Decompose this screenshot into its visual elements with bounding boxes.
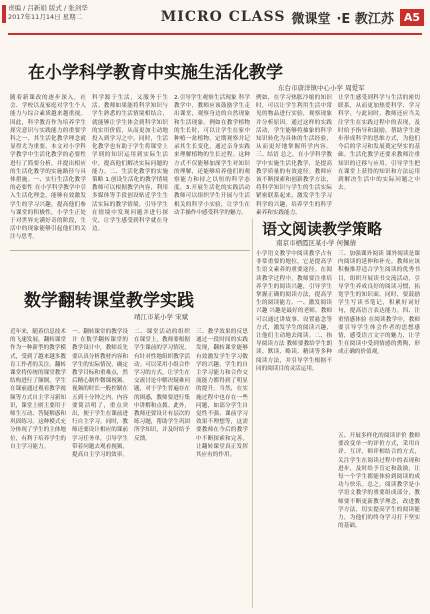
header-logo-bar [2,5,6,23]
header-editors: 责编 / 吕新娟 版式 / 张剑华 [8,4,88,12]
article1-col2: 科学源于生活，又服务于生活。教师如果能将科学知识与学生熟悉的生活情境相结合，就能够让学生体会到科学知识的实用价值，从而更加主动地投入到学习之中。同时，生活化教学也有助于学生将课堂上学到的知识运用到实际生活中，提高他们解决实际问题的能力。二、生活化教学的实施策略 1.创设生活化的教学情境 教师可以根据教学内容，利用多媒体等手段创设贴近学生生活实际的教学情境，引导学生在情境中发现问题并进行探究，让学生感受到科学就在身边。 [92,95,168,233]
header-meta [8,4,88,22]
article2-col1: 小学语文教学中阅读教学占有非常重要的地位，它是提高学生语文素养的重要途径。在阅读教学过程中，教师要注重培养学生的阅读兴趣，引导学生掌握正确的阅读方法，提高学生的阅读能力。一、激发阅读兴趣 兴趣是最好的老师。教师可以通过讲故事、设置悬念等方式，激发学生的阅读兴趣，让他们主动地去阅读。二、指导阅读方法 教师要教给学生朗读、默读、略读、精读等多种阅读方法，并引导学生根据不同的阅读目的灵活运用。 [256,251,332,372]
column-divider [252,218,253,608]
section-name: ·E 教江苏 [336,11,394,27]
article3-title: 数学翻转课堂教学实践 [24,291,194,311]
article3-col1: 近年来，随着信息技术的飞速发展，翻转课堂作为一种新型的教学模式，受到了越来越多教育工作者的关注。翻转课堂将传统的课堂教学结构进行了颠倒，学生在课前通过观看教学视频等方式自主学习新知识，课堂上则主要用于师生互动、答疑解惑和巩固练习。这种模式充分体现了学生的主体地位，有利于培养学生的自主学习能力。 [10,329,66,450]
article3-col3: 二、课堂活动的组织 在课堂上，教师要根据学生课前的学习情况，有针对性地组织教学活动。可以采用小组合作学习的方式，让学生在交流讨论中解决疑难问题，对于学生普遍存在的困惑，教师要进行集中讲解和点拨。此外，教师还要设计有层次的练习题，帮助学生巩固所学知识，并及时给予反馈。 [134,329,190,442]
article1-title: 在小学科学教育中实施生活化教学 [28,63,283,83]
article1-col4: 例如，在学习热胀冷缩的知识时，可以让学生利用生活中常见的物品进行实验，观察现象并分析原因。通过这样的实践活动，学生能够将抽象的科学知识转化为具体的生活经验，从而更好地掌握所学内容。三、结语 总之，在小学科学教学中实施生活化教学，是提高教学质量的有效途径。教师应该不断探索和创新教学方法，将科学知识与学生的生活实际紧密联系起来，激发学生学习科学的兴趣，培养学生的科学素养和实践能力。 [256,95,332,216]
page-header [0,0,430,34]
article3-byline: 靖江市某小学 宋斌 [134,313,189,321]
article2-col2: 三、加强课外阅读 课外阅读是课内阅读的延伸和补充。教师应该积极推荐适合学生阅读的优秀书目，组织开展读书交流活动，引导学生养成良好的阅读习惯，拓宽学生的知识面。同时，要鼓励学生写读书笔记，积累好词好句，提高语言表达能力。四、注重情感体验 在阅读教学中，教师要引导学生体会作者的思想感情，感受语言文字的魅力，让学生在阅读中受到情感的熏陶，形成正确的价值观。 [338,251,420,356]
article2-col3: 五、开展多样化的阅读评价 教师要改变单一的评价方式，采用自评、互评、师评相结合的方式，关注学生在阅读过程中的表现和进步，及时给予肯定和鼓励，让每一个学生都能体验到阅读的成功与快乐。总之，阅读教学是小学语文教学的重要组成部分，教师要不断更新教学理念，改进教学方法，切实提高学生的阅读能力，为他们的终身学习打下坚实的基础。 [338,433,420,530]
brand-en: MICRO CLASS [160,9,286,25]
section-divider-1 [10,250,250,251]
brand-cn: 微课堂 [291,11,331,27]
header-divider [8,33,422,35]
article1-byline: 东台市唐洋镇中心小学 周爱军 [278,84,365,92]
article1-col5: 让学生感受到科学与生活的密切联系，从而更加热爱科学、学习科学。与此同时，教师还应当关注学生在实践过程中的表现，及时给予指导和鼓励，帮助学生逐步形成科学的思维方式，为他们今后的学习和发展奠定坚实的基础。生活化教学还要求教师注重知识的迁移与应用，引导学生把在课堂上获得的知识和方法运用到解决生活中的实际问题之中去。 [338,95,420,192]
article1-col1: 随着新课改的逐步深入，社会、学校以及家庭对学生个人能力与综合素质越来越重视。因此，科学教育作为培养学生探究意识与实践能力的重要学科之一，其生活化教学理念就显得尤为重要。本文对小学科学教学中生活化教学的必要性进行了简要分析，并提出相应的生活化教学的实施路径与具体措施。一、实行生活化教学的必要性 在小学科学教学中引入生活化理念，能够有效激发学生的学习兴趣，提高他们参与课堂的积极性。小学生正处于对世界充满好奇的阶段，生活中的现象能够引起他们的关注与思考。 [10,95,86,241]
article2-title: 语文阅读教学策略 [262,220,383,238]
article3-col4: 三、教学效果的反思 通过一段时间的实践发现，翻转课堂能够有效激发学生学习数学的兴趣，学生的自主学习能力和合作交流能力都得到了明显的提升。当然，在实施过程中也存在一些问题，如部分学生自觉性不强、课前学习效果不理想等，这需要教师在今后的教学中不断探索和完善，让翻转课堂真正发挥其应有的作用。 [196,329,248,459]
page-number: A5 [400,9,424,26]
article2-byline: 南京市栖霞区某小学 何佩倩 [276,239,357,247]
article3-col2: 一、翻转课堂的教学设计 在数学翻转课堂的教学设计中，教师首先要认真分析教材内容和学生的实际情况，确定教学目标和重难点，然后精心制作微课视频。视频的时长一般控制在五到十分钟之内，内容要简洁明了，重点突出，便于学生在课前进行自主学习。同时，教师还要设计相应的课前学习任务单，引导学生带着问题去观看视频，提高自主学习的效率。 [72,329,128,459]
article1-col3: 2.引导学生观察生活现象 科学教学中，教师应该鼓励学生走出课堂，观察身边的自然现象和生活现象。例如在教学植物的生长时，可以让学生在家中种植一盆植物，定期观察并记录其生长变化，通过亲身实践来理解植物的生长过程。这种方式不仅能够加深学生对知识的理解，还能够培养他们的观察能力和持之以恒的科学态度。3.开展生活化的实践活动 教师可以组织学生开展与生活相关的科学小实验，让学生在动手操作中感受科学的魅力。 [174,95,250,216]
header-date: 2017年11月14日 星期二 [8,13,83,21]
header-brand [161,6,424,28]
